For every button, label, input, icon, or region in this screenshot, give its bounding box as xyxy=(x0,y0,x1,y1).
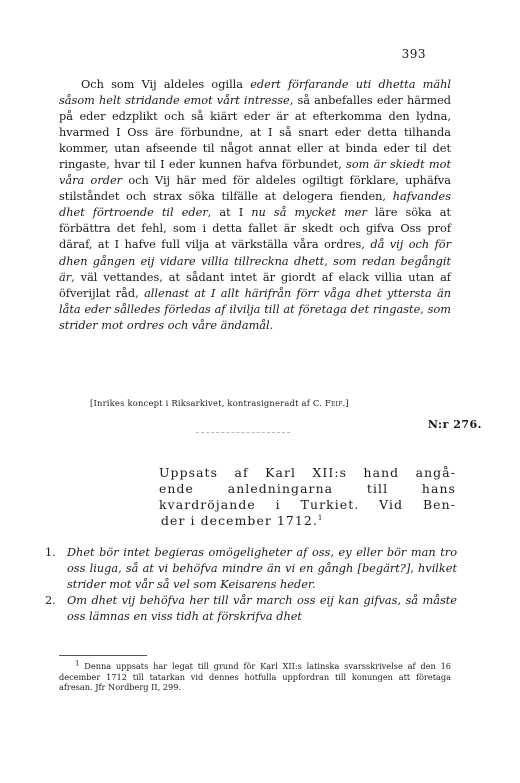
body-text-segment: läre söka at förbättra det fehl, som i detta fallet är skedt och gifva Oss prof däraf, at I hafve full vilja at värkställa våra ordres, xyxy=(59,206,451,252)
body-text-italic: då vij och för dhen gången eij vidare villia tillreckna dhett, som redan begångit är xyxy=(59,238,451,284)
body-text-italic: som är skiedt mot våra order xyxy=(59,158,451,188)
list-item-text: Dhet bör intet begieras omögeligheter af oss, ey eller bör man tro oss liuga, så at vi behöfva mindre än vi en gångh [begärt?], hvilket strider mot vår så vel som Keisarens heder. xyxy=(67,546,457,592)
list-item xyxy=(45,593,457,625)
footnote-paragraph xyxy=(59,661,451,693)
footnote-text: Denna uppsats har legat till grund för Karl XII:s latinska svarsskrivelse af den 16 december 1712 till tatarkan vid dennes hotfulla uppfordran till konungen att företaga afresan. Jfr Nordberg II, 299. xyxy=(59,661,451,693)
footnote-reference: 1 xyxy=(317,513,324,522)
body-text-segment: Och som Vij aldeles ogilla xyxy=(81,78,251,91)
list-item-number: 1. xyxy=(45,546,56,559)
list-item xyxy=(45,545,457,593)
body-text-italic: nu så mycket mer xyxy=(251,206,367,220)
body-text-segment: och Vij här med för aldeles ogiltigt förklare, uphäfva stilståndet och strax söka tilfälle at delogera fienden, xyxy=(59,174,451,204)
body-text-italic: hafvandes dhet förtroende til eder xyxy=(59,190,451,220)
source-note xyxy=(90,398,349,408)
body-text-segment: , at I xyxy=(207,206,252,220)
body-text-italic: allenast at I allt härifrån förr våga dhet yttersta än låta eder sålledes förledas af ilvilja till at företaga det ringaste, som strider mot ordres och våre ändamål. xyxy=(59,286,452,332)
heading-line: kvardröjande i Turkiet. Vid Ben- xyxy=(159,497,456,512)
heading-line: der i december 1712. xyxy=(161,513,318,528)
source-prefix: [Inrikes koncept i Riksarkivet, kontrasigneradt af C. xyxy=(90,398,325,408)
source-signatory: Feif xyxy=(324,398,343,408)
body-text-segment: , väl vettandes, at sådant intet är giordt af elack villia utan af öfverijlat råd, xyxy=(59,270,451,300)
list-item-number: 2. xyxy=(45,594,56,608)
body-text-segment: , så anbefalles eder härmed på eder edzplikt och så kiärt eder är at efterkomma den lydna, hvarmed I Oss äre förbundne, at I så snart eder detta tilhanda kommer, utan afseende til något annat eller at binda eder til det ringaste, hvar til I eder kunnen hafva förbundet, xyxy=(59,94,451,172)
source-suffix: .] xyxy=(342,398,349,408)
numbered-list xyxy=(45,545,457,625)
section-divider xyxy=(196,432,290,433)
document-number: N:r 276. xyxy=(427,418,482,431)
list-item-text: Om dhet vij behöfva her till vår march oss eij kan gifvas, så måste oss lämnas en viss tidh at förskrifva dhet xyxy=(67,594,457,624)
heading-line: ende anledningarna till hans xyxy=(159,481,456,496)
body-text-italic: edert förfarande uti dhetta mähl såsom helt stridande emot vårt intresse xyxy=(59,78,451,108)
heading-line: Uppsats af Karl XII:s hand angå- xyxy=(159,465,456,480)
heading-line-last xyxy=(159,513,456,529)
document-heading xyxy=(159,465,456,529)
footnote-rule xyxy=(59,655,147,656)
footnote xyxy=(59,661,451,693)
letter-body xyxy=(59,77,451,334)
page-number: 393 xyxy=(401,47,426,61)
letter-paragraph xyxy=(59,77,451,334)
footnote-mark: 1 xyxy=(75,659,80,668)
